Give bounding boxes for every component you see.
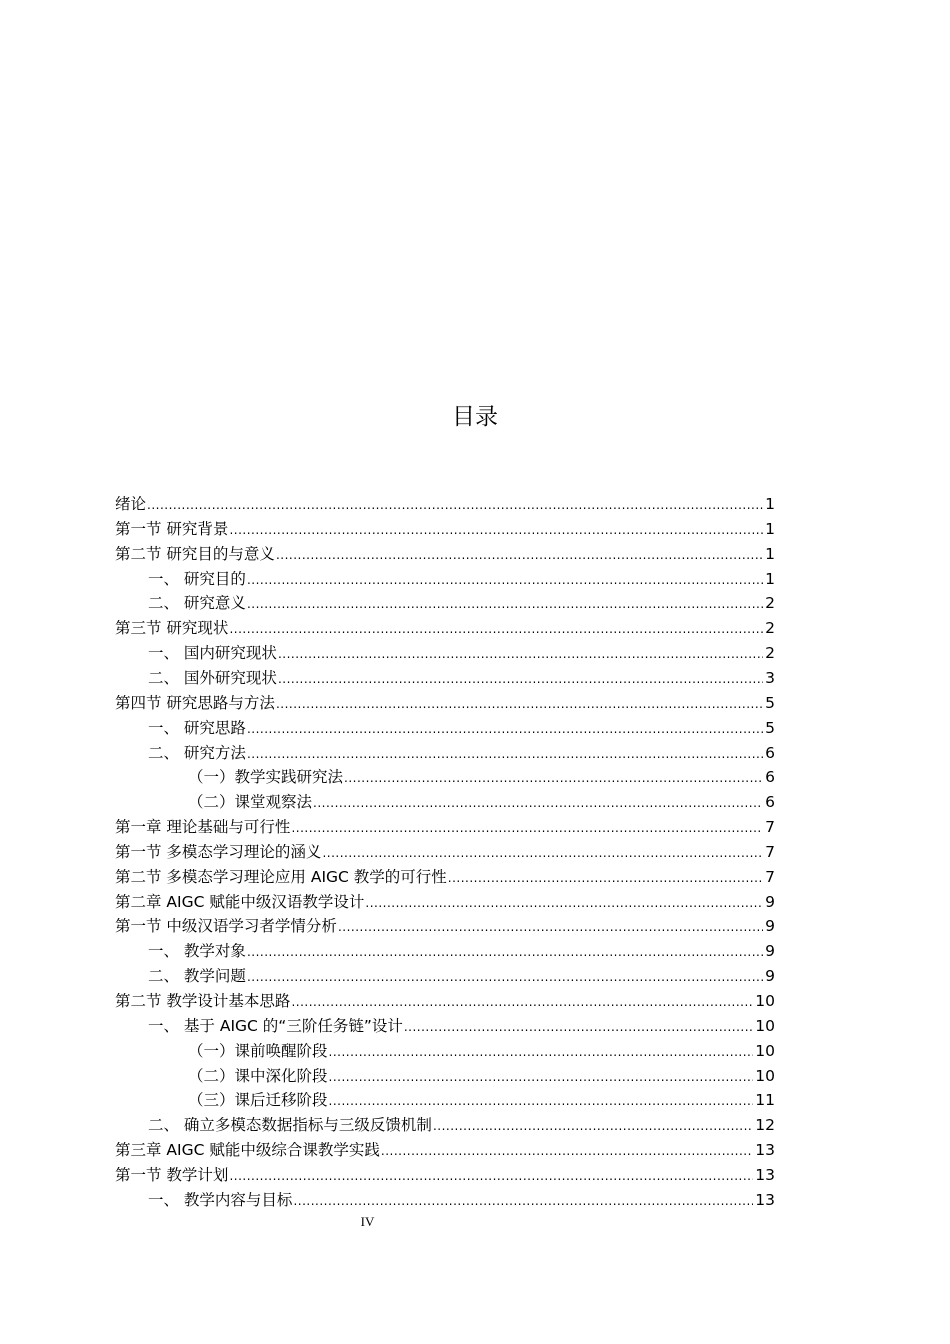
toc-entry-page: 9: [765, 967, 775, 986]
toc-leader-dots: [247, 717, 763, 742]
toc-entry[interactable]: [115, 542, 775, 567]
toc-leader-dots: [291, 816, 763, 841]
toc-entry-text: 一、 基于 AIGC 的“三阶任务链”设计: [148, 1016, 403, 1035]
toc-entry[interactable]: [115, 616, 775, 641]
toc-entry-page: 6: [765, 793, 775, 812]
toc-title: 目录: [452, 404, 498, 430]
toc-entry-text: 一、 教学对象: [148, 942, 246, 961]
toc-leader-dots: [229, 617, 763, 642]
toc-entry-text: 第一节 教学计划: [115, 1165, 229, 1184]
toc-entry[interactable]: [148, 716, 775, 741]
toc-leader-dots: [329, 1040, 754, 1065]
toc-leader-dots: [293, 1189, 753, 1214]
toc-entry-text: 第二章 AIGC 赋能中级汉语教学设计: [115, 892, 365, 911]
toc-entry[interactable]: [148, 641, 775, 666]
toc-entry-text: 一、 教学内容与目标: [148, 1190, 293, 1209]
toc-entry-page: 10: [755, 1041, 775, 1060]
page-number: IV: [360, 1214, 375, 1229]
toc-leader-dots: [344, 766, 763, 791]
toc-entry-text: 第四节 研究思路与方法: [115, 693, 275, 712]
toc-entry[interactable]: [148, 1014, 775, 1039]
toc-entry-page: 9: [765, 942, 775, 961]
toc-entry-text: 第一节 多模态学习理论的涵义: [115, 842, 322, 861]
toc-entry-text: 二、 研究意义: [148, 594, 246, 613]
toc-leader-dots: [313, 791, 763, 816]
toc-leader-dots: [247, 742, 763, 767]
toc-leader-dots: [229, 518, 763, 543]
toc-entry-page: 6: [765, 768, 775, 787]
toc-entry-text: 第一节 中级汉语学习者学情分析: [115, 917, 337, 936]
toc-leader-dots: [247, 592, 763, 617]
toc-leader-dots: [247, 940, 763, 965]
toc-entry-text: （二）课中深化阶段: [188, 1066, 328, 1085]
toc-entry-text: 二、 确立多模态数据指标与三级反馈机制: [148, 1116, 432, 1135]
toc-entry-text: （一）课前唤醒阶段: [188, 1041, 328, 1060]
toc-leader-dots: [338, 915, 763, 940]
toc-entry-text: 一、 国内研究现状: [148, 644, 277, 663]
toc-entry-page: 11: [755, 1091, 775, 1110]
toc-entry-text: 第一节 研究背景: [115, 519, 229, 538]
toc-entry-text: 第二节 教学设计基本思路: [115, 992, 291, 1010]
toc-entry-page: 9: [765, 892, 775, 911]
toc-entry-text: （一）教学实践研究法: [188, 768, 344, 787]
toc-leader-dots: [229, 1164, 753, 1189]
toc-entry-page: 2: [765, 644, 775, 663]
toc-leader-dots: [322, 841, 763, 866]
toc-leader-dots: [433, 1114, 753, 1139]
toc-leader-dots: [381, 1139, 753, 1164]
toc-entry[interactable]: [188, 790, 775, 815]
toc-entry-page: 5: [765, 693, 775, 712]
toc-entry-text: 绪论: [115, 495, 147, 513]
toc-entry[interactable]: [148, 666, 775, 691]
toc-entry[interactable]: [115, 492, 775, 517]
toc-entry-page: 10: [755, 1066, 775, 1085]
toc-entry-page: 2: [765, 619, 775, 638]
toc-entry-text: 第三章 AIGC 赋能中级综合课教学实践: [115, 1141, 380, 1160]
toc-entry-page: 12: [755, 1116, 775, 1135]
toc-entry[interactable]: [148, 741, 775, 766]
toc-entry[interactable]: [115, 989, 775, 1014]
toc-entry-page: 1: [765, 519, 775, 538]
toc-entry[interactable]: [188, 1088, 775, 1113]
toc-entry[interactable]: [188, 1039, 775, 1064]
toc-entry[interactable]: [115, 691, 775, 716]
toc-entry-page: 13: [755, 1141, 775, 1160]
toc-entry-page: 6: [765, 743, 775, 762]
toc-entry-text: 一、 研究思路: [148, 718, 246, 737]
toc-leader-dots: [404, 1015, 753, 1040]
toc-entry[interactable]: [148, 591, 775, 616]
toc-entry-text: 第二节 研究目的与意义: [115, 544, 275, 563]
toc-entry[interactable]: [115, 517, 775, 542]
toc-entry[interactable]: [115, 865, 775, 890]
toc-entry[interactable]: [148, 1188, 775, 1213]
toc-entry-text: 一、 研究目的: [148, 569, 246, 588]
toc-leader-dots: [276, 692, 763, 717]
toc-entry[interactable]: [148, 964, 775, 989]
toc-leader-dots: [448, 866, 763, 891]
toc-entry-page: 7: [765, 867, 775, 886]
toc-entry-page: 13: [755, 1165, 775, 1184]
toc-leader-dots: [329, 1065, 754, 1090]
toc-entry-text: 二、 国外研究现状: [148, 668, 277, 687]
toc-entry[interactable]: [115, 1138, 775, 1163]
toc-entry-page: 1: [765, 569, 775, 588]
toc-entry-page: 13: [755, 1190, 775, 1209]
toc-entry[interactable]: [148, 1113, 775, 1138]
toc-entry[interactable]: [115, 890, 775, 915]
toc-entry-page: 9: [765, 917, 775, 936]
toc-leader-dots: [247, 568, 763, 593]
toc-entry-page: 3: [765, 668, 775, 687]
toc-entry-page: 10: [755, 1016, 775, 1035]
toc-leader-dots: [247, 965, 763, 990]
toc-entry-text: 第二节 多模态学习理论应用 AIGC 教学的可行性: [115, 867, 447, 886]
toc-leader-dots: [147, 493, 763, 518]
toc-entry[interactable]: [115, 840, 775, 865]
toc-entry-page: 2: [765, 594, 775, 613]
toc-entry-page: 10: [755, 992, 775, 1010]
toc-entry-text: （二）课堂观察法: [188, 793, 313, 812]
toc-leader-dots: [365, 891, 763, 916]
toc-entry-text: 二、 研究方法: [148, 743, 246, 762]
toc-leader-dots: [276, 543, 763, 568]
toc-entry[interactable]: [115, 1163, 775, 1188]
toc-entry-page: 1: [765, 495, 775, 513]
toc-leader-dots: [278, 642, 763, 667]
toc-entry-text: 二、 教学问题: [148, 967, 246, 986]
toc-entry-text: （三）课后迁移阶段: [188, 1091, 328, 1110]
toc-leader-dots: [291, 990, 753, 1015]
toc-entry-page: 7: [765, 842, 775, 861]
toc-entry[interactable]: [148, 939, 775, 964]
toc-entry-page: 1: [765, 544, 775, 563]
toc-entry[interactable]: [188, 765, 775, 790]
toc-entry-text: 第三节 研究现状: [115, 619, 229, 638]
toc-entry[interactable]: [148, 567, 775, 592]
toc-entry-page: 7: [765, 818, 775, 837]
toc-entry[interactable]: [188, 1064, 775, 1089]
toc-leader-dots: [278, 667, 763, 692]
toc-leader-dots: [329, 1089, 754, 1114]
toc-entry-text: 第一章 理论基础与可行性: [115, 818, 291, 837]
toc-entry[interactable]: [115, 914, 775, 939]
toc-entry[interactable]: [115, 815, 775, 840]
toc-entry-page: 5: [765, 718, 775, 737]
